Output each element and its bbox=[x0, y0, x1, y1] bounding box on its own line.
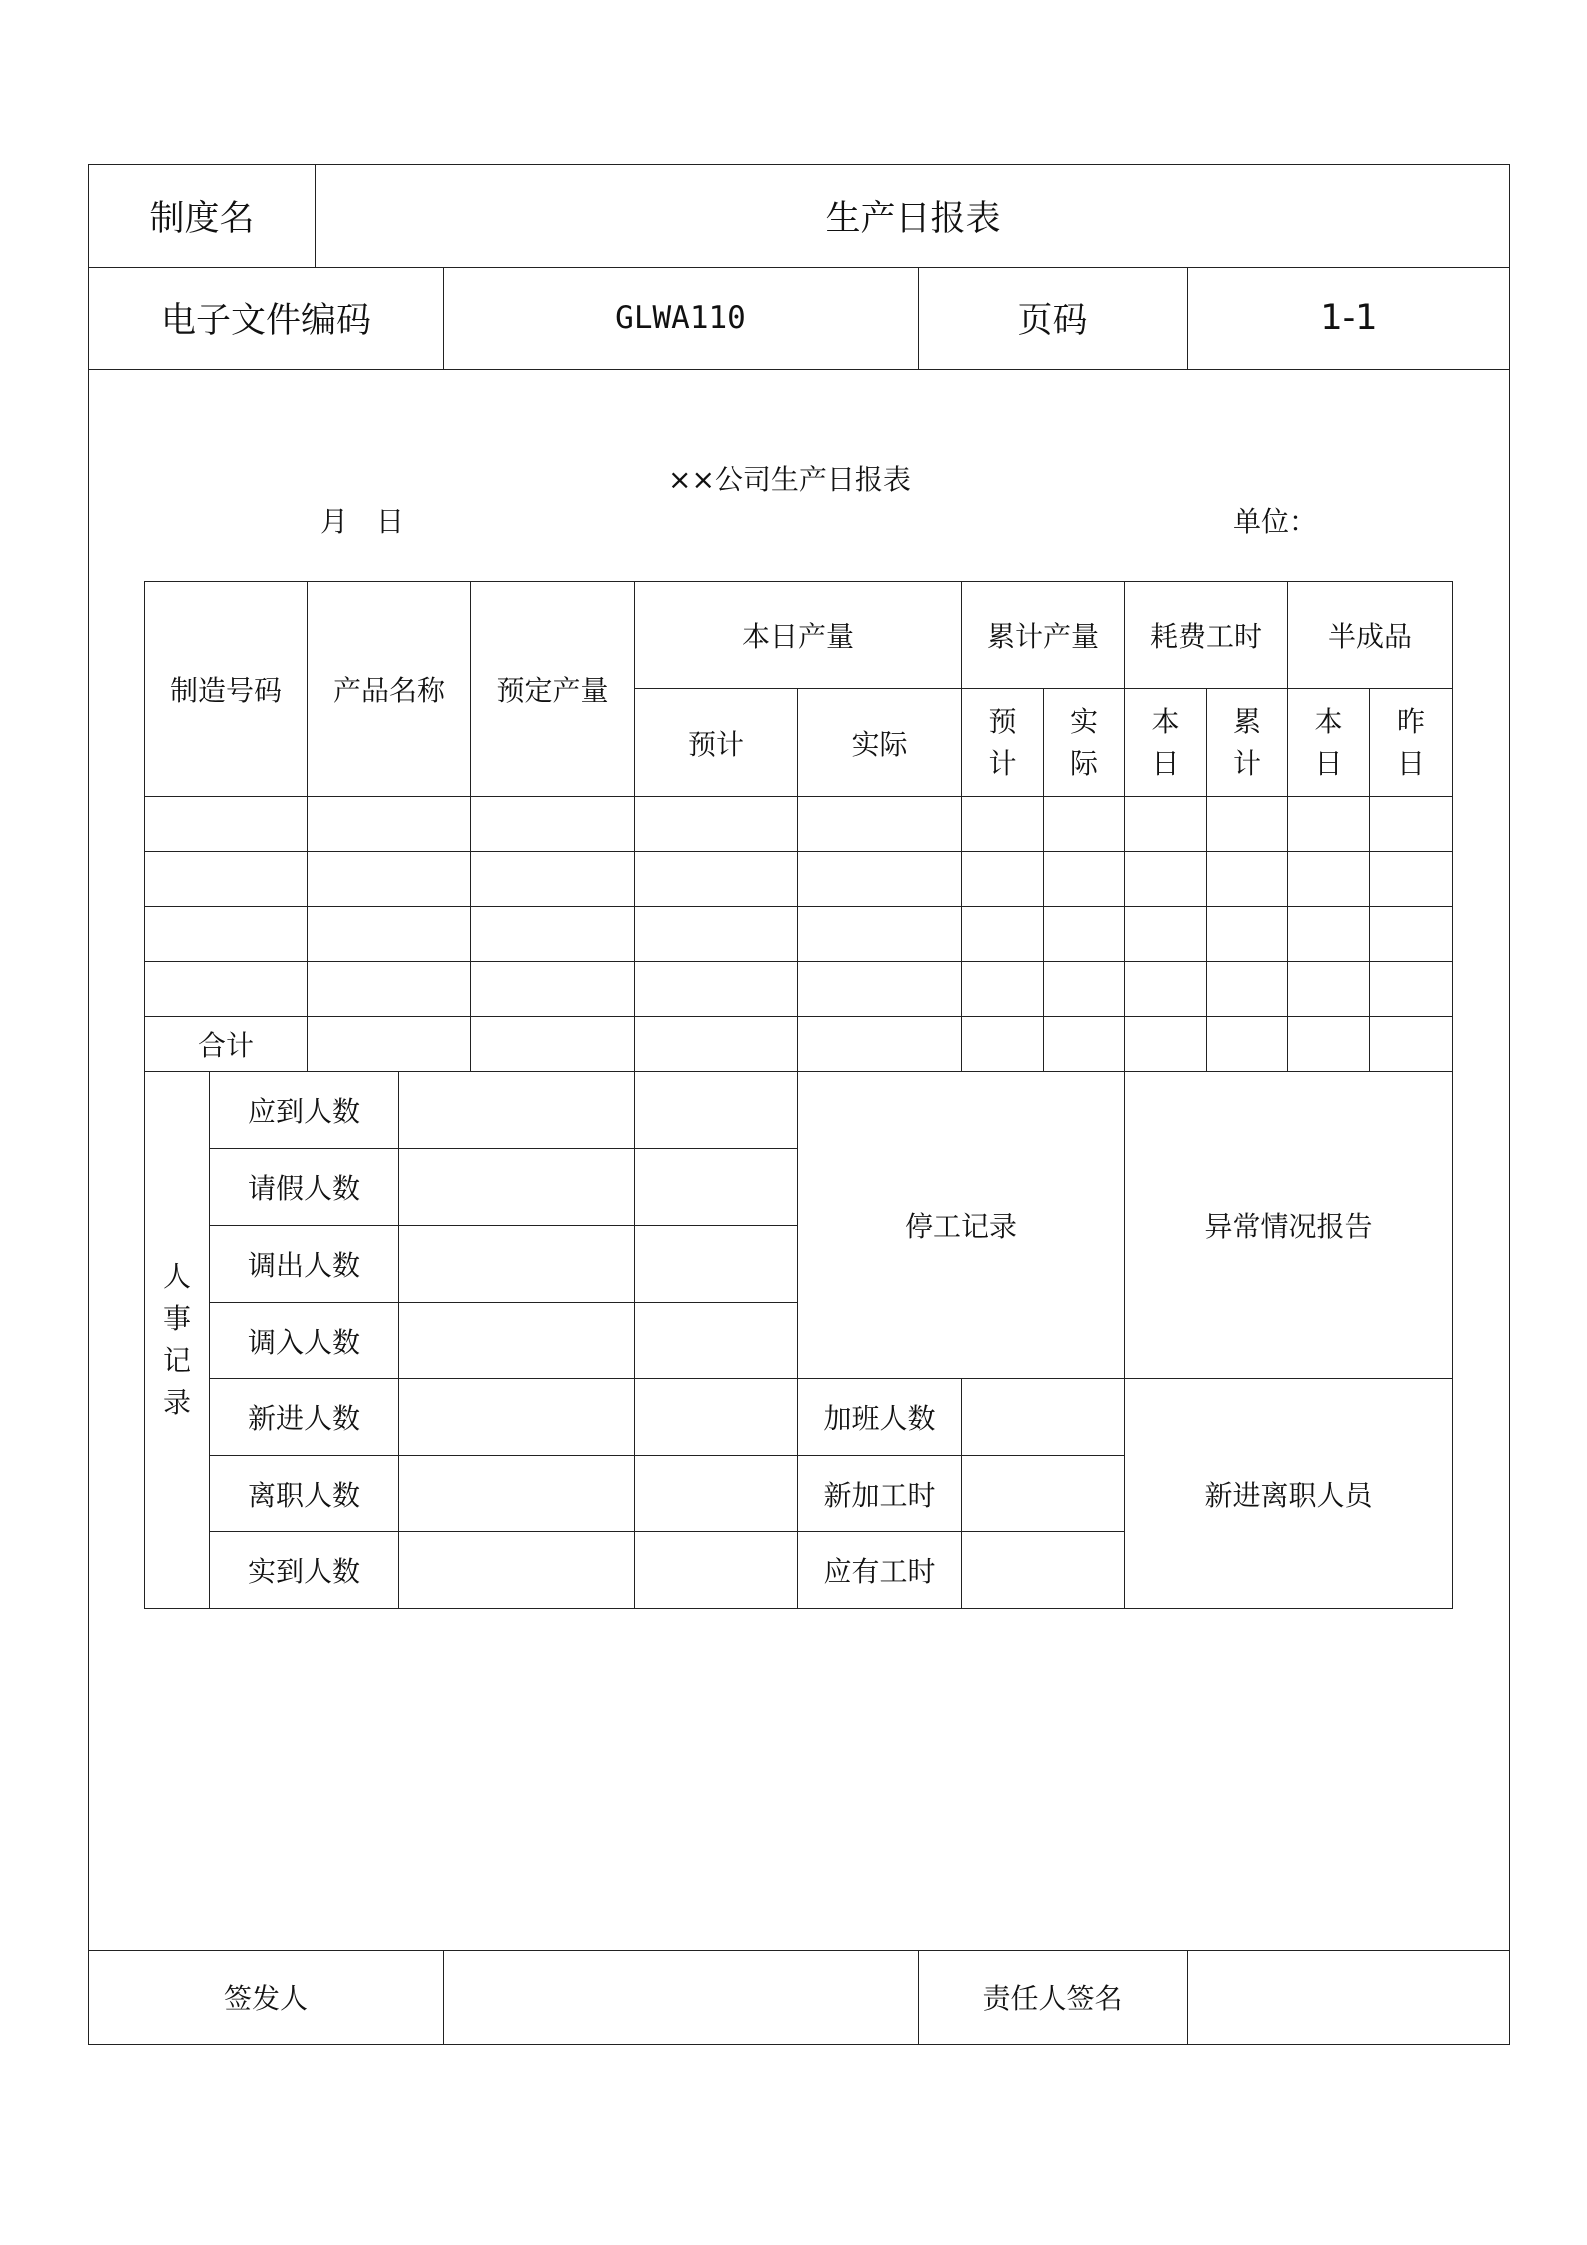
table-cell[interactable] bbox=[962, 1532, 1125, 1609]
overtime-row-label: 新加工时 bbox=[798, 1456, 962, 1532]
system-name-value: 生产日报表 bbox=[825, 199, 1001, 239]
table-cell[interactable] bbox=[1044, 797, 1125, 852]
sub-estimate: 预计 bbox=[635, 689, 798, 797]
col-order-no: 制造号码 bbox=[145, 582, 308, 797]
table-cell[interactable] bbox=[308, 852, 471, 907]
abnormal-report-label: 异常情况报告 bbox=[1125, 1072, 1453, 1379]
table-cell[interactable] bbox=[635, 1379, 798, 1456]
sub-hours-cumulative: 累计 bbox=[1233, 704, 1262, 780]
report-date: 月 日 bbox=[320, 505, 405, 538]
sub-cum-estimate-cell bbox=[962, 689, 1044, 797]
table-cell[interactable] bbox=[635, 852, 798, 907]
table-cell[interactable] bbox=[145, 907, 308, 962]
personnel-row-label: 调出人数 bbox=[210, 1226, 399, 1303]
sub-hours-cumulative-cell bbox=[1207, 689, 1288, 797]
col-planned-output: 预定产量 bbox=[471, 582, 635, 797]
table-cell[interactable] bbox=[635, 1226, 798, 1303]
table-cell[interactable] bbox=[1044, 1017, 1125, 1072]
table-cell[interactable] bbox=[962, 1456, 1125, 1532]
personnel-row-label: 请假人数 bbox=[210, 1149, 399, 1226]
personnel-table bbox=[144, 1071, 1453, 1609]
group-hours: 耗费工时 bbox=[1125, 582, 1288, 689]
table-cell[interactable] bbox=[635, 797, 798, 852]
table-cell[interactable] bbox=[798, 1017, 962, 1072]
sub-hours-today: 本日 bbox=[1151, 704, 1180, 780]
system-name-label: 制度名 bbox=[149, 199, 255, 239]
group-today-output: 本日产量 bbox=[635, 582, 962, 689]
table-cell[interactable] bbox=[308, 907, 471, 962]
table-cell[interactable] bbox=[308, 1017, 471, 1072]
personnel-row-label: 实到人数 bbox=[210, 1532, 399, 1609]
personnel-row-label: 新进人数 bbox=[210, 1379, 399, 1456]
table-cell[interactable] bbox=[1207, 1017, 1288, 1072]
table-cell[interactable] bbox=[798, 797, 962, 852]
table-cell[interactable] bbox=[1288, 1017, 1370, 1072]
sub-cum-actual-cell bbox=[1044, 689, 1125, 797]
sub-cum-estimate: 预计 bbox=[988, 704, 1017, 780]
table-cell[interactable] bbox=[1125, 1017, 1207, 1072]
issuer-signature-field[interactable] bbox=[443, 1950, 918, 2044]
sub-semi-today: 本日 bbox=[1314, 704, 1343, 780]
table-cell[interactable] bbox=[635, 1017, 798, 1072]
table-cell[interactable] bbox=[471, 907, 635, 962]
table-cell[interactable] bbox=[1044, 907, 1125, 962]
personnel-row-label: 离职人数 bbox=[210, 1456, 399, 1532]
table-cell[interactable] bbox=[798, 962, 962, 1017]
table-cell[interactable] bbox=[1207, 907, 1288, 962]
table-cell[interactable] bbox=[308, 797, 471, 852]
table-cell[interactable] bbox=[962, 907, 1044, 962]
overtime-row-label: 应有工时 bbox=[798, 1532, 962, 1609]
table-cell[interactable] bbox=[1207, 852, 1288, 907]
sub-semi-yesterday: 昨日 bbox=[1397, 704, 1426, 780]
table-cell[interactable] bbox=[635, 962, 798, 1017]
table-row bbox=[145, 907, 1453, 962]
table-cell[interactable] bbox=[1125, 797, 1207, 852]
file-code-label: 电子文件编码 bbox=[160, 301, 371, 341]
page-label: 页码 bbox=[1017, 301, 1088, 341]
table-cell[interactable] bbox=[145, 962, 308, 1017]
table-cell[interactable] bbox=[1288, 962, 1370, 1017]
table-cell[interactable] bbox=[471, 852, 635, 907]
table-cell[interactable] bbox=[962, 852, 1044, 907]
divider bbox=[89, 369, 1509, 370]
file-code-value: GLWA110 bbox=[615, 300, 746, 336]
sub-hours-today-cell bbox=[1125, 689, 1207, 797]
table-cell[interactable] bbox=[399, 1226, 635, 1303]
report-title: ××公司生产日报表 bbox=[668, 463, 911, 496]
table-cell[interactable] bbox=[1207, 962, 1288, 1017]
table-cell[interactable] bbox=[471, 797, 635, 852]
table-cell[interactable] bbox=[1125, 907, 1207, 962]
table-cell[interactable] bbox=[962, 1017, 1044, 1072]
table-cell[interactable] bbox=[962, 1379, 1125, 1456]
page-value: 1-1 bbox=[1320, 298, 1378, 338]
table-cell[interactable] bbox=[399, 1303, 635, 1379]
table-cell[interactable] bbox=[471, 962, 635, 1017]
table-cell[interactable] bbox=[471, 1017, 635, 1072]
report-unit: 单位： bbox=[1233, 505, 1318, 538]
total-row bbox=[145, 1017, 1453, 1072]
table-cell[interactable] bbox=[1370, 907, 1453, 962]
table-cell[interactable] bbox=[798, 907, 962, 962]
production-table bbox=[144, 581, 1453, 1072]
table-cell[interactable] bbox=[962, 797, 1044, 852]
table-cell[interactable] bbox=[635, 1456, 798, 1532]
table-cell[interactable] bbox=[962, 962, 1044, 1017]
table-cell[interactable] bbox=[635, 907, 798, 962]
table-cell[interactable] bbox=[145, 797, 308, 852]
overtime-row-label: 加班人数 bbox=[798, 1379, 962, 1456]
table-cell[interactable] bbox=[1370, 962, 1453, 1017]
table-cell[interactable] bbox=[399, 1532, 635, 1609]
table-cell[interactable] bbox=[635, 1149, 798, 1226]
table-cell[interactable] bbox=[1370, 852, 1453, 907]
table-cell[interactable] bbox=[1125, 852, 1207, 907]
table-cell[interactable] bbox=[1370, 1017, 1453, 1072]
sub-actual: 实际 bbox=[798, 689, 962, 797]
group-cumulative-output: 累计产量 bbox=[962, 582, 1125, 689]
table-cell[interactable] bbox=[399, 1456, 635, 1532]
sub-semi-yesterday-cell bbox=[1370, 689, 1453, 797]
table-cell[interactable] bbox=[1044, 852, 1125, 907]
issuer-label: 签发人 bbox=[223, 1982, 308, 2015]
responsible-label: 责任人签名 bbox=[982, 1982, 1123, 2015]
table-cell[interactable] bbox=[798, 852, 962, 907]
table-cell[interactable] bbox=[399, 1379, 635, 1456]
personnel-section-label: 人事记录 bbox=[163, 1260, 192, 1419]
table-cell[interactable] bbox=[1288, 907, 1370, 962]
total-label: 合计 bbox=[145, 1017, 308, 1072]
personnel-section-cell bbox=[145, 1072, 210, 1609]
table-cell[interactable] bbox=[399, 1149, 635, 1226]
table-cell[interactable] bbox=[145, 852, 308, 907]
table-cell[interactable] bbox=[308, 962, 471, 1017]
table-cell[interactable] bbox=[1207, 797, 1288, 852]
stoppage-record-label: 停工记录 bbox=[798, 1072, 1125, 1379]
table-cell[interactable] bbox=[635, 1072, 798, 1149]
table-cell[interactable] bbox=[1125, 962, 1207, 1017]
table-row bbox=[145, 797, 1453, 852]
table-cell[interactable] bbox=[1044, 962, 1125, 1017]
table-cell[interactable] bbox=[635, 1303, 798, 1379]
group-semi-finished: 半成品 bbox=[1288, 582, 1453, 689]
table-cell[interactable] bbox=[635, 1532, 798, 1609]
table-cell[interactable] bbox=[399, 1072, 635, 1149]
table-cell[interactable] bbox=[1370, 797, 1453, 852]
sub-cum-actual: 实际 bbox=[1070, 704, 1099, 780]
new-leave-staff-label: 新进离职人员 bbox=[1125, 1379, 1453, 1609]
col-product-name: 产品名称 bbox=[308, 582, 471, 797]
responsible-signature-field[interactable] bbox=[1187, 1950, 1511, 2044]
table-cell[interactable] bbox=[1288, 797, 1370, 852]
table-row bbox=[145, 962, 1453, 1017]
personnel-row-label: 调入人数 bbox=[210, 1303, 399, 1379]
sub-semi-today-cell bbox=[1288, 689, 1370, 797]
table-cell[interactable] bbox=[1288, 852, 1370, 907]
table-row bbox=[145, 852, 1453, 907]
personnel-row-label: 应到人数 bbox=[210, 1072, 399, 1149]
